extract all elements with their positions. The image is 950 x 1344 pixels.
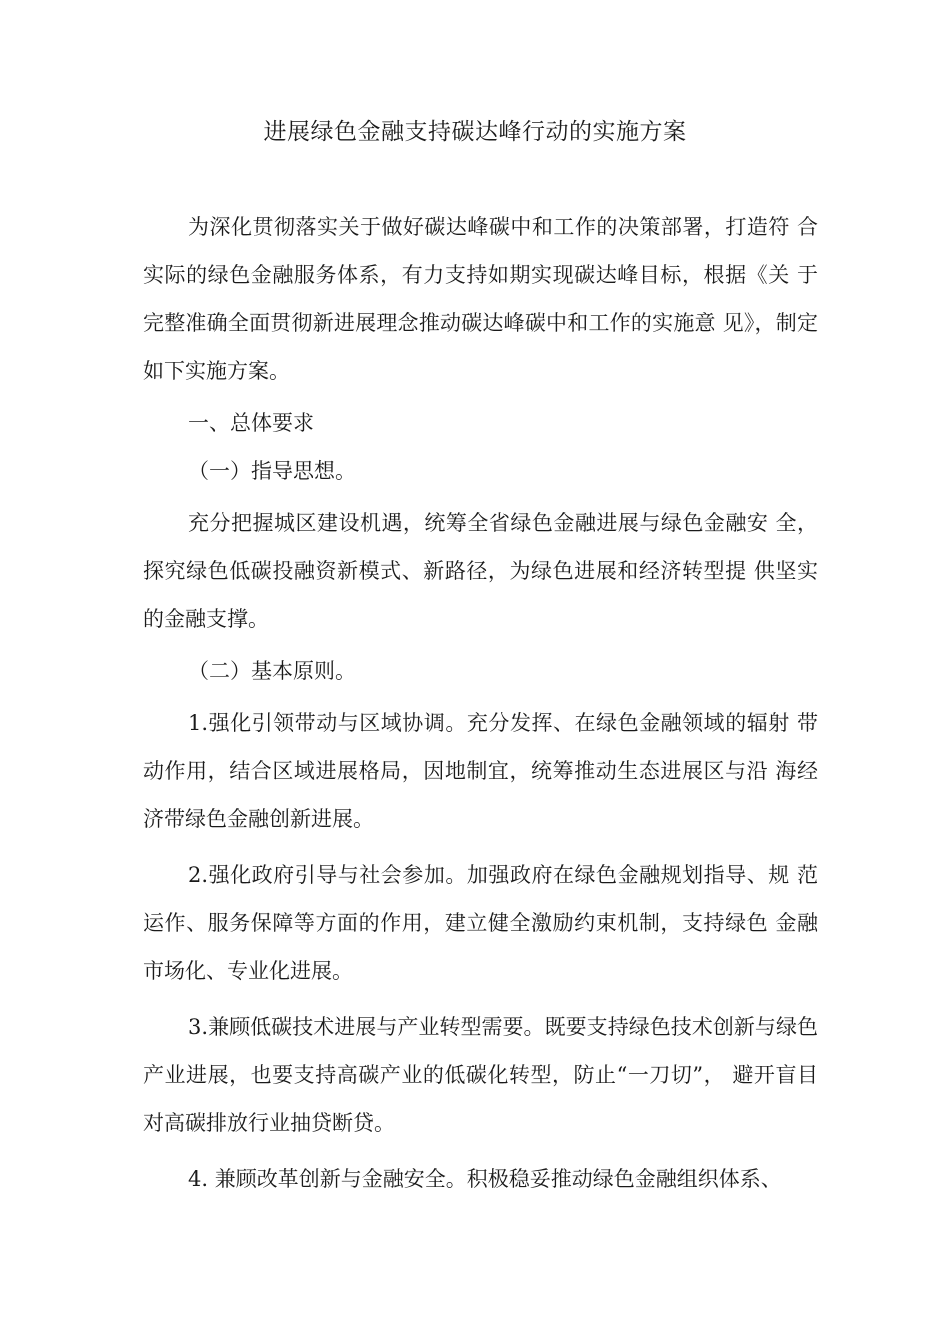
principle-3-paragraph: 3.兼顾低碳技术进展与产业转型需要。既要支持绿色技术创新与绿色产业进展，也要支持高碳产业的低碳化转型，防止“一刀切”， 避开盲目对高碳排放行业抽贷断贷。 [143, 1015, 818, 1135]
principle-4-paragraph: 4. 兼顾改革创新与金融安全。积极稳妥推动绿色金融组织体系、 [188, 1167, 782, 1191]
document-title: 进展绿色金融支持碳达峰行动的实施方案 [263, 119, 687, 145]
principle-2-paragraph: 2.强化政府引导与社会参加。加强政府在绿色金融规划指导、规 范运作、服务保障等方面的作用，建立健全激励约束机制，支持绿色 金融市场化、专业化进展。 [143, 863, 818, 983]
intro-paragraph: 为深化贯彻落实关于做好碳达峰碳中和工作的决策部署，打造符 合实际的绿色金融服务体系，有力支持如期实现碳达峰目标，根据《关 于完整准确全面贯彻新进展理念推动碳达峰碳中和工作的实施意 见》，制定如下实施方案。 [143, 215, 818, 383]
subsection-heading-basic-principles: （二）基本原则。 [188, 659, 356, 683]
document-body [143, 203, 818, 1211]
section-heading-overall-requirements: 一、总体要求 [188, 411, 314, 435]
guiding-ideology-paragraph: 充分把握城区建设机遇，统筹全省绿色金融进展与绿色金融安 全，探究绿色低碳投融资新模式、新路径，为绿色进展和经济转型提 供坚实的金融支撑。 [143, 511, 818, 631]
subsection-heading-guiding-ideology: （一）指导思想。 [188, 459, 356, 483]
principle-1-paragraph: 1.强化引领带动与区域协调。充分发挥、在绿色金融领域的辐射 带动作用，结合区域进展格局，因地制宜，统筹推动生态进展区与沿 海经济带绿色金融创新进展。 [143, 711, 818, 831]
